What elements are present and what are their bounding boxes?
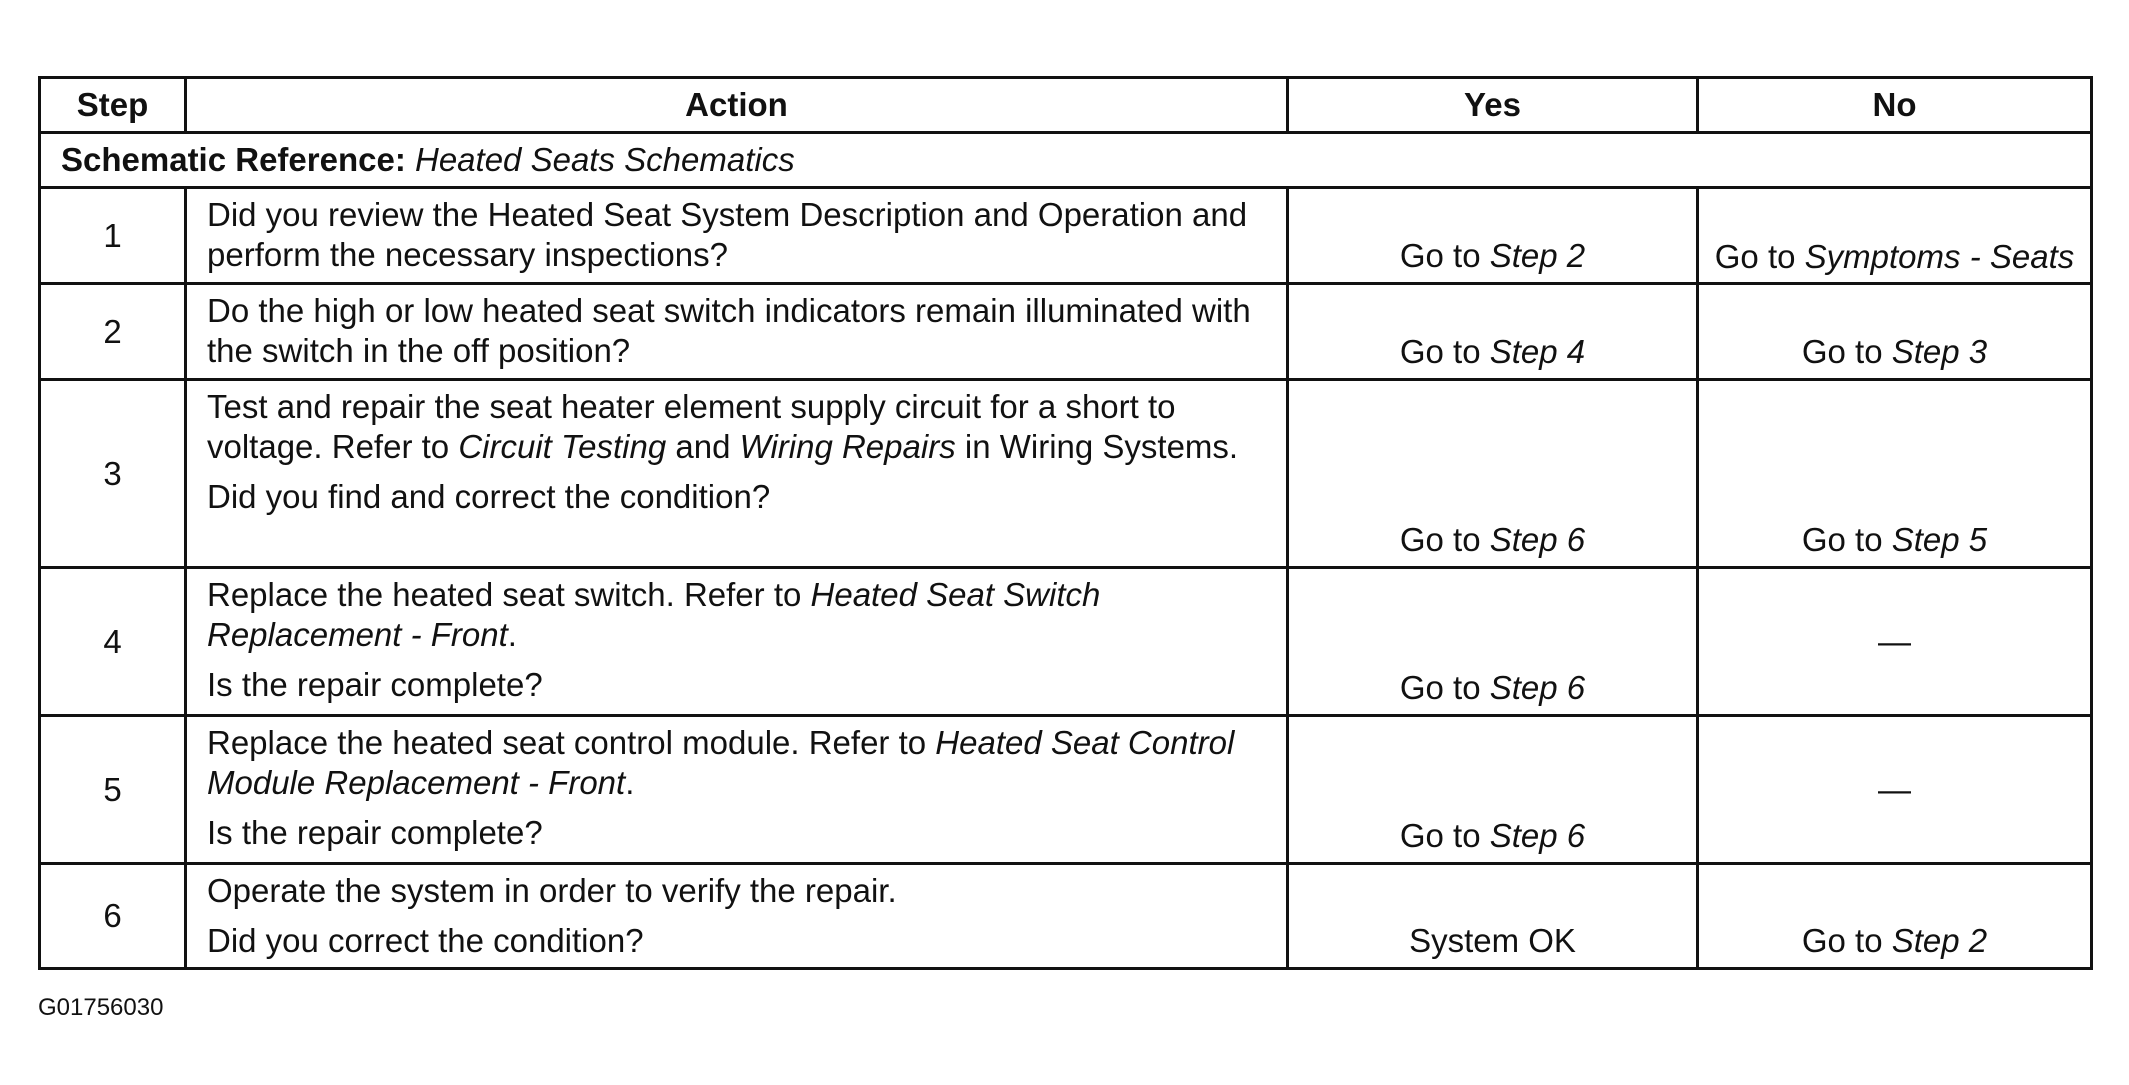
action-question: Is the repair complete?	[207, 814, 543, 851]
action-text-post: .	[507, 616, 517, 653]
step-number: 2	[40, 284, 186, 380]
no-link[interactable]: Step 5	[1891, 521, 1988, 558]
action-question: Is the repair complete?	[207, 666, 543, 703]
no-cell	[1698, 568, 2092, 716]
yes-link[interactable]: Step 6	[1489, 521, 1586, 558]
figure-id: G01756030	[38, 994, 164, 1021]
table-row	[40, 568, 2092, 716]
no-prefix: Go to	[1714, 238, 1796, 275]
table-row	[40, 284, 2092, 380]
yes-link[interactable]: Step 4	[1489, 333, 1586, 370]
action-text-post: in Wiring Systems.	[964, 428, 1239, 465]
action-text	[207, 723, 1266, 803]
table-header-row	[40, 78, 2092, 133]
action-text-pre: Replace the heated seat switch. Refer to	[207, 576, 802, 613]
yes-prefix: Go to	[1399, 333, 1481, 370]
circuit-testing-link[interactable]: Circuit Testing	[458, 428, 667, 465]
action-question: Did you find and correct the condition?	[207, 478, 771, 515]
heated-seat-control-module-replacement-link[interactable]: Heated Seat Control Module Replacement - Front	[207, 724, 1235, 801]
step-number: 3	[40, 380, 186, 568]
no-not-applicable: —	[1878, 770, 1911, 808]
schematic-reference-label: Schematic Reference:	[61, 141, 406, 178]
no-cell	[1698, 188, 2092, 284]
action-text	[207, 387, 1266, 467]
yes-cell	[1288, 716, 1698, 864]
action-text-post: .	[625, 764, 635, 801]
yes-link[interactable]: Step 6	[1489, 669, 1586, 706]
yes-prefix: Go to	[1399, 237, 1481, 274]
diagnostic-table	[38, 76, 2093, 970]
no-cell	[1698, 716, 2092, 864]
action-cell	[186, 380, 1288, 568]
schematic-reference-row	[40, 133, 2092, 188]
no-prefix: Go to	[1801, 922, 1883, 959]
step-number: 6	[40, 864, 186, 969]
no-link[interactable]: Step 2	[1891, 922, 1988, 959]
yes-prefix: Go to	[1399, 669, 1481, 706]
step-number: 4	[40, 568, 186, 716]
action-text-pre: Test and repair the seat heater element supply circuit for a short to voltage. Refer to	[207, 388, 1176, 465]
no-not-applicable: —	[1878, 622, 1911, 660]
yes-cell	[1288, 284, 1698, 380]
diagnostic-table-container	[38, 76, 2090, 970]
table-row	[40, 864, 2092, 969]
schematic-reference-cell	[40, 133, 2092, 188]
column-header-yes: Yes	[1288, 78, 1698, 133]
action-cell	[186, 284, 1288, 380]
step-number: 5	[40, 716, 186, 864]
table-row	[40, 380, 2092, 568]
no-link[interactable]: Step 3	[1891, 333, 1988, 370]
action-cell	[186, 568, 1288, 716]
action-text: Did you review the Heated Seat System Description and Operation and perform the necessary inspections?	[207, 196, 1248, 273]
yes-cell	[1288, 188, 1698, 284]
table-row	[40, 716, 2092, 864]
action-cell	[186, 716, 1288, 864]
action-text-and: and	[675, 428, 731, 465]
schematic-reference-link[interactable]: Heated Seats Schematics	[415, 141, 795, 178]
yes-link[interactable]: Step 6	[1489, 817, 1586, 854]
no-cell	[1698, 380, 2092, 568]
no-cell	[1698, 284, 2092, 380]
wiring-repairs-link[interactable]: Wiring Repairs	[739, 428, 956, 465]
action-cell	[186, 864, 1288, 969]
column-header-action: Action	[186, 78, 1288, 133]
action-question: Did you correct the condition?	[207, 922, 644, 959]
action-text-pre: Replace the heated seat control module. Refer to	[207, 724, 927, 761]
action-cell	[186, 188, 1288, 284]
action-text: Do the high or low heated seat switch indicators remain illuminated with the switch in the off position?	[207, 292, 1251, 369]
no-prefix: Go to	[1801, 333, 1883, 370]
step-number: 1	[40, 188, 186, 284]
column-header-step: Step	[40, 78, 186, 133]
yes-link[interactable]: Step 2	[1489, 237, 1586, 274]
yes-prefix: Go to	[1399, 521, 1481, 558]
yes-result: System OK	[1409, 922, 1576, 959]
yes-prefix: Go to	[1399, 817, 1481, 854]
yes-cell	[1288, 568, 1698, 716]
no-cell	[1698, 864, 2092, 969]
no-link[interactable]: Symptoms - Seats	[1804, 238, 2075, 275]
yes-cell	[1288, 380, 1698, 568]
action-text: Operate the system in order to verify the repair.	[207, 872, 897, 909]
heated-seat-switch-replacement-link[interactable]: Heated Seat Switch Replacement - Front	[207, 576, 1101, 653]
no-prefix: Go to	[1801, 521, 1883, 558]
yes-cell	[1288, 864, 1698, 969]
action-text	[207, 575, 1266, 655]
column-header-no: No	[1698, 78, 2092, 133]
table-row	[40, 188, 2092, 284]
